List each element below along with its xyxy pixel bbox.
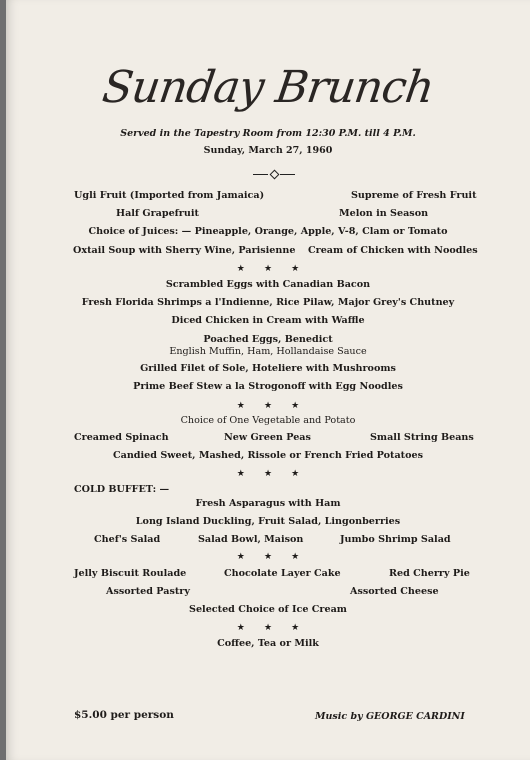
menu-title: Sunday Brunch [99, 62, 437, 113]
menu-row [6, 190, 530, 204]
menu-row [6, 297, 530, 311]
menu-item: Prime Beef Stew a la Strogonoff with Egg Noodles [133, 381, 403, 392]
menu-item: Creamed Spinach [74, 432, 169, 443]
menu-item: Melon in Season [339, 208, 429, 219]
menu-item: Half Grapefruit [116, 208, 199, 219]
menu-row [6, 363, 530, 377]
menu-row [6, 568, 530, 582]
menu-item: Oxtail Soup with Sherry Wine, Parisienne [73, 245, 296, 256]
menu-item: Scrambled Eggs with Canadian Bacon [165, 279, 371, 290]
menu-date: Sunday, March 27, 1960 [203, 145, 333, 156]
menu-row [6, 516, 530, 530]
star-separator: ★ ★ ★ [236, 264, 308, 274]
menu-row [6, 432, 530, 446]
menu-item: Choice of One Vegetable and Potato [180, 415, 356, 426]
menu-row [6, 638, 530, 652]
menu-row [6, 279, 530, 293]
menu-item: Candied Sweet, Mashed, Rissole or French Fried Potatoes [112, 450, 423, 461]
menu-item: Selected Choice of Ice Cream [189, 604, 347, 615]
menu-item: Assorted Cheese [350, 586, 439, 597]
menu-item: Fresh Florida Shrimps a l'Indienne, Rice Pilaw, Major Grey's Chutney [81, 297, 455, 308]
menu-item: Long Island Duckling, Fruit Salad, Lingonberries [135, 516, 401, 527]
menu-row [6, 450, 530, 464]
menu-item: Red Cherry Pie [389, 568, 470, 579]
menu-item: Ugli Fruit (Imported from Jamaica) [74, 190, 265, 201]
menu-item: Assorted Pastry [106, 586, 190, 597]
menu-row [6, 315, 530, 329]
menu-item: Jumbo Shrimp Salad [340, 534, 451, 545]
music-credit: Music by GEORGE CARDINI [315, 711, 465, 722]
menu-row [6, 245, 530, 259]
star-separator: ★ ★ ★ [236, 401, 308, 411]
menu-item: Small String Beans [370, 432, 474, 443]
menu-row [6, 415, 530, 429]
menu-item: Choice of Juices: — Pineapple, Orange, Apple, V-8, Clam or Tomato [88, 226, 448, 237]
menu-item: Jelly Biscuit Roulade [74, 568, 187, 579]
menu-row [6, 208, 530, 222]
menu-item: Chef's Salad [94, 534, 161, 545]
menu-item: Supreme of Fresh Fruit [351, 190, 477, 201]
menu-item: Grilled Filet of Sole, Hoteliere with Mushrooms [140, 363, 396, 374]
menu-row [6, 226, 530, 240]
star-separator: ★ ★ ★ [236, 469, 308, 479]
menu-item: Diced Chicken in Cream with Waffle [171, 315, 365, 326]
menu-row [6, 586, 530, 600]
menu-item: Coffee, Tea or Milk [217, 638, 319, 649]
menu-row [6, 604, 530, 618]
menu-item: New Green Peas [224, 432, 311, 443]
section-heading: COLD BUFFET: — [74, 484, 170, 495]
menu-item: Salad Bowl, Maison [198, 534, 304, 545]
menu-item: Chocolate Layer Cake [224, 568, 341, 579]
menu-row [6, 498, 530, 512]
star-separator: ★ ★ ★ [236, 623, 308, 633]
menu-row [6, 381, 530, 395]
menu-subtitle: Served in the Tapestry Room from 12:30 P.M. till 4 P.M. [120, 128, 416, 139]
star-separator: ★ ★ ★ [236, 552, 308, 562]
menu-row [6, 534, 530, 548]
menu-item: Cream of Chicken with Noodles [308, 245, 478, 256]
menu-item-detail: English Muffin, Ham, Hollandaise Sauce [169, 346, 367, 357]
price: $5.00 per person [74, 709, 174, 721]
menu-page [6, 0, 530, 760]
menu-row [6, 346, 530, 360]
menu-item: Poached Eggs, Benedict [203, 334, 333, 345]
ornament-divider [253, 170, 295, 178]
menu-item: Fresh Asparagus with Ham [195, 498, 341, 509]
menu-row [6, 484, 530, 498]
